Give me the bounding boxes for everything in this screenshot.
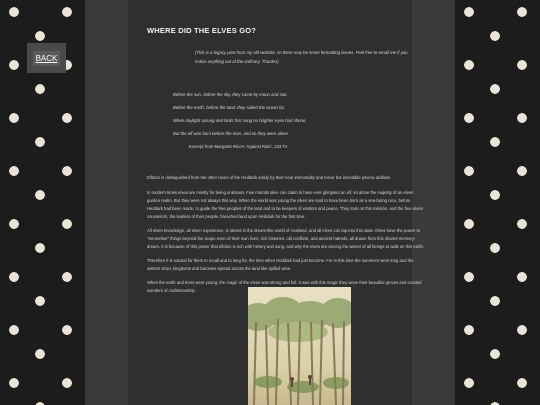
elven-forest-painting xyxy=(248,287,351,405)
poem-line: But the elf was born before the man, and so they were alone. xyxy=(173,131,290,136)
legacy-note: (This is a legacy post from my old website, so there may be some formatting issues. Feel free to email me if you notice anything out of the ordinary. Thanks!) xyxy=(195,50,408,64)
poem-line: Before the earth, before the land, they sailed the ocean far. xyxy=(173,105,286,110)
back-link[interactable]: BACK xyxy=(33,51,61,66)
paragraph: Elfdom is distinguished from the other races of the Heddark solely by their near immortality and minor but incredible psionic abilities. xyxy=(147,175,392,180)
poem-line: When daylight sprung and birds first sung no brighter eyes had shone, xyxy=(173,118,307,123)
paragraph: In modern times elves are mostly for being unknown. Few mortals alive can claim to have ever glimpsed an elf, let alone the majesty of an elven garden realm. But they were not always this way. When the world was young the elves are said to have been born as a sea-faring race, before Heddark had been made, to guide the free peoples of the land and to be keepers of wisdom and peace. They took on this mission, and the four elven counselors, the leaders of their people, breached land upon Heddark for the first time. xyxy=(147,190,424,219)
article-title: WHERE DID THE ELVES GO? xyxy=(147,26,257,35)
paragraph: All elven knowledge, all elven experience, is stored in the dream-like world of Avatland, and all elves can tap into this state. Elves have the power to "remember" things beyond the scope even of their own lives; rich histories, old conflicts, and ancient hatreds, all drawn from this shared memory-dream. It is because of this power that elfdom is rich with history and song, and why the elves are among the wisest of all beings to walk on this earth. xyxy=(147,228,424,249)
skull-pattern-right xyxy=(455,0,540,405)
poem-line: Before the sun, before the sky, they came by moon and star. xyxy=(173,92,288,97)
back-button-container xyxy=(27,43,66,73)
article xyxy=(147,26,427,295)
paragraph: When the earth and trees were young, the magic of the elves was strong and full. It was with this magic they wove their beautiful groves and created wonders of craftsmanship. xyxy=(147,280,422,293)
forest-illustration xyxy=(248,287,351,405)
poem-excerpt-credit: Excerpt from Margaret Rico's 'Against Rain', 233 TA xyxy=(189,144,288,149)
paragraph: Therefore it is natural for them to recall and to long for, the time when Heddark had just become. For in this time the summers were long and the winters short, kingdoms and baronies spread across the land like spilled wine. xyxy=(147,258,414,271)
poem xyxy=(173,92,427,157)
